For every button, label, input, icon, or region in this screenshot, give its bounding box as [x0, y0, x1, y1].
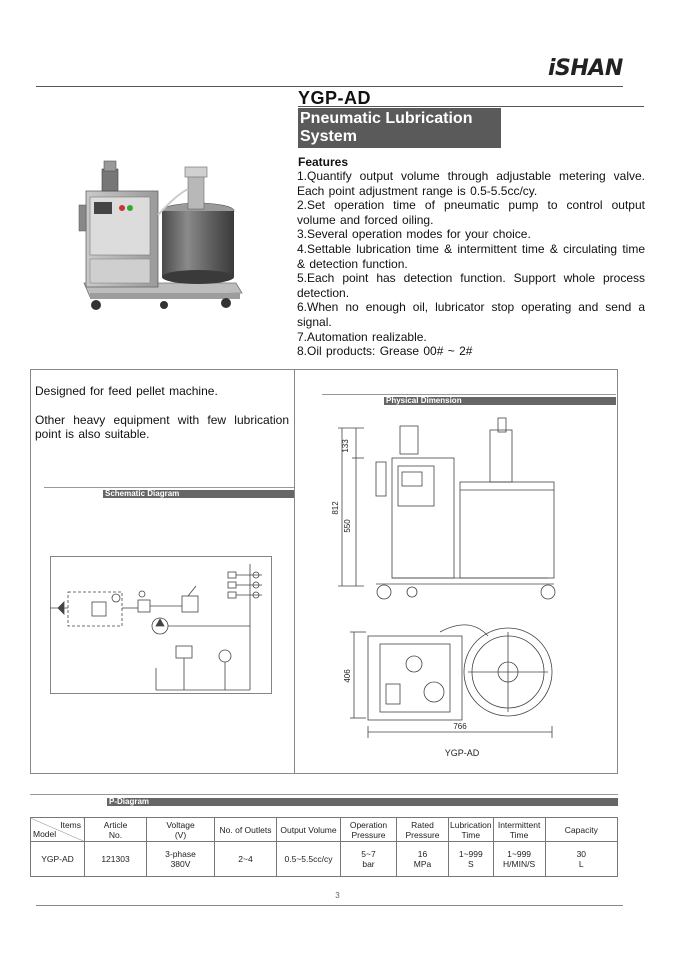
schematic-diagram — [50, 556, 272, 694]
feature-item: 6.When no enough oil, lubricator stop operating and send a signal. — [297, 300, 645, 329]
physical-rule — [322, 394, 616, 395]
feature-item: 4.Settable lubrication time & intermittent time & circulating time & detection function. — [297, 241, 645, 271]
header-rated-pressure: Rated Pressure — [397, 818, 449, 842]
cell-model: YGP-AD — [31, 842, 85, 877]
schematic-heading: Schematic Diagram — [103, 490, 294, 498]
physical-heading: Physical Dimension — [384, 397, 616, 405]
product-title-line1: Pneumatic Lubrication — [300, 110, 473, 127]
application-para: Designed for feed pellet machine. — [35, 384, 218, 398]
cell-article: 121303 — [85, 842, 147, 877]
header-items: Items — [60, 820, 81, 830]
cell-rated-pressure: 16 MPa — [397, 842, 449, 877]
feature-item: 8.Oil products: Grease 00# ~ 2# — [297, 344, 473, 359]
feature-item: 1.Quantify output volume through adjustable metering valve. Each point adjustment range is 0.5-5.5cc/cy. — [297, 169, 645, 198]
dim-133: 133 — [341, 439, 350, 453]
dim-766: 766 — [453, 722, 467, 731]
header-outlets: No. of Outlets — [215, 818, 277, 842]
cell-operation-pressure: 5~7 bar — [341, 842, 397, 877]
table-row — [31, 842, 618, 877]
dimension-labels — [331, 439, 480, 758]
model-name: YGP-AD — [298, 88, 372, 108]
product-photo — [76, 155, 246, 320]
pdiagram-heading: P-Diagram — [107, 798, 618, 806]
feature-item: 2.Set operation time of pneumatic pump to control output volume and forced oiling. — [297, 198, 645, 227]
header-operation-pressure: Operation Pressure — [341, 818, 397, 842]
header-voltage: Voltage (V) — [147, 818, 215, 842]
cell-lubrication-time: 1~999 S — [449, 842, 494, 877]
features-heading: Features — [298, 155, 349, 169]
cell-outlets: 2~4 — [215, 842, 277, 877]
dim-812: 812 — [331, 501, 340, 515]
feature-item: 3.Several operation modes for your choice. — [297, 227, 531, 242]
spec-table-header — [31, 818, 618, 842]
application-para: Other heavy equipment with few lubrication point is also suitable. — [35, 412, 289, 441]
header-intermittent-time: Intermittent Time — [493, 818, 545, 842]
product-title-line2: System — [300, 128, 357, 145]
model-rule — [298, 106, 644, 107]
drawing-caption: YGP-AD — [444, 748, 480, 758]
frame-divider — [294, 369, 295, 774]
header-rule — [36, 86, 623, 87]
features-list — [297, 169, 645, 359]
dim-550: 550 — [343, 519, 352, 533]
spec-table — [30, 817, 618, 877]
footer-rule — [36, 905, 623, 906]
dim-406: 406 — [343, 669, 352, 683]
pdiagram-rule — [30, 794, 618, 795]
header-capacity: Capacity — [545, 818, 617, 842]
header-lubrication-time: Lubrication Time — [450, 819, 492, 840]
cell-voltage: 3-phase 380V — [147, 842, 215, 877]
header-article: Article No. — [85, 818, 147, 842]
brand-logo: iSHAN — [548, 56, 623, 81]
application-text — [35, 384, 289, 456]
cell-intermittent-time: 1~999 H/MIN/S — [493, 842, 545, 877]
header-model: Model — [33, 829, 57, 839]
feature-item: 7.Automation realizable. — [297, 329, 427, 344]
product-title — [298, 108, 501, 148]
header-output-volume: Output Volume — [277, 818, 341, 842]
schematic-rule — [44, 487, 294, 488]
physical-dimension-drawing — [320, 410, 616, 765]
header-items-model — [31, 818, 85, 842]
feature-item: 5.Each point has detection function. Support whole process detection. — [297, 271, 645, 300]
cell-capacity: 30 L — [545, 842, 617, 877]
cell-output-volume: 0.5~5.5cc/cy — [277, 842, 341, 877]
page-number: 3 — [335, 891, 340, 900]
